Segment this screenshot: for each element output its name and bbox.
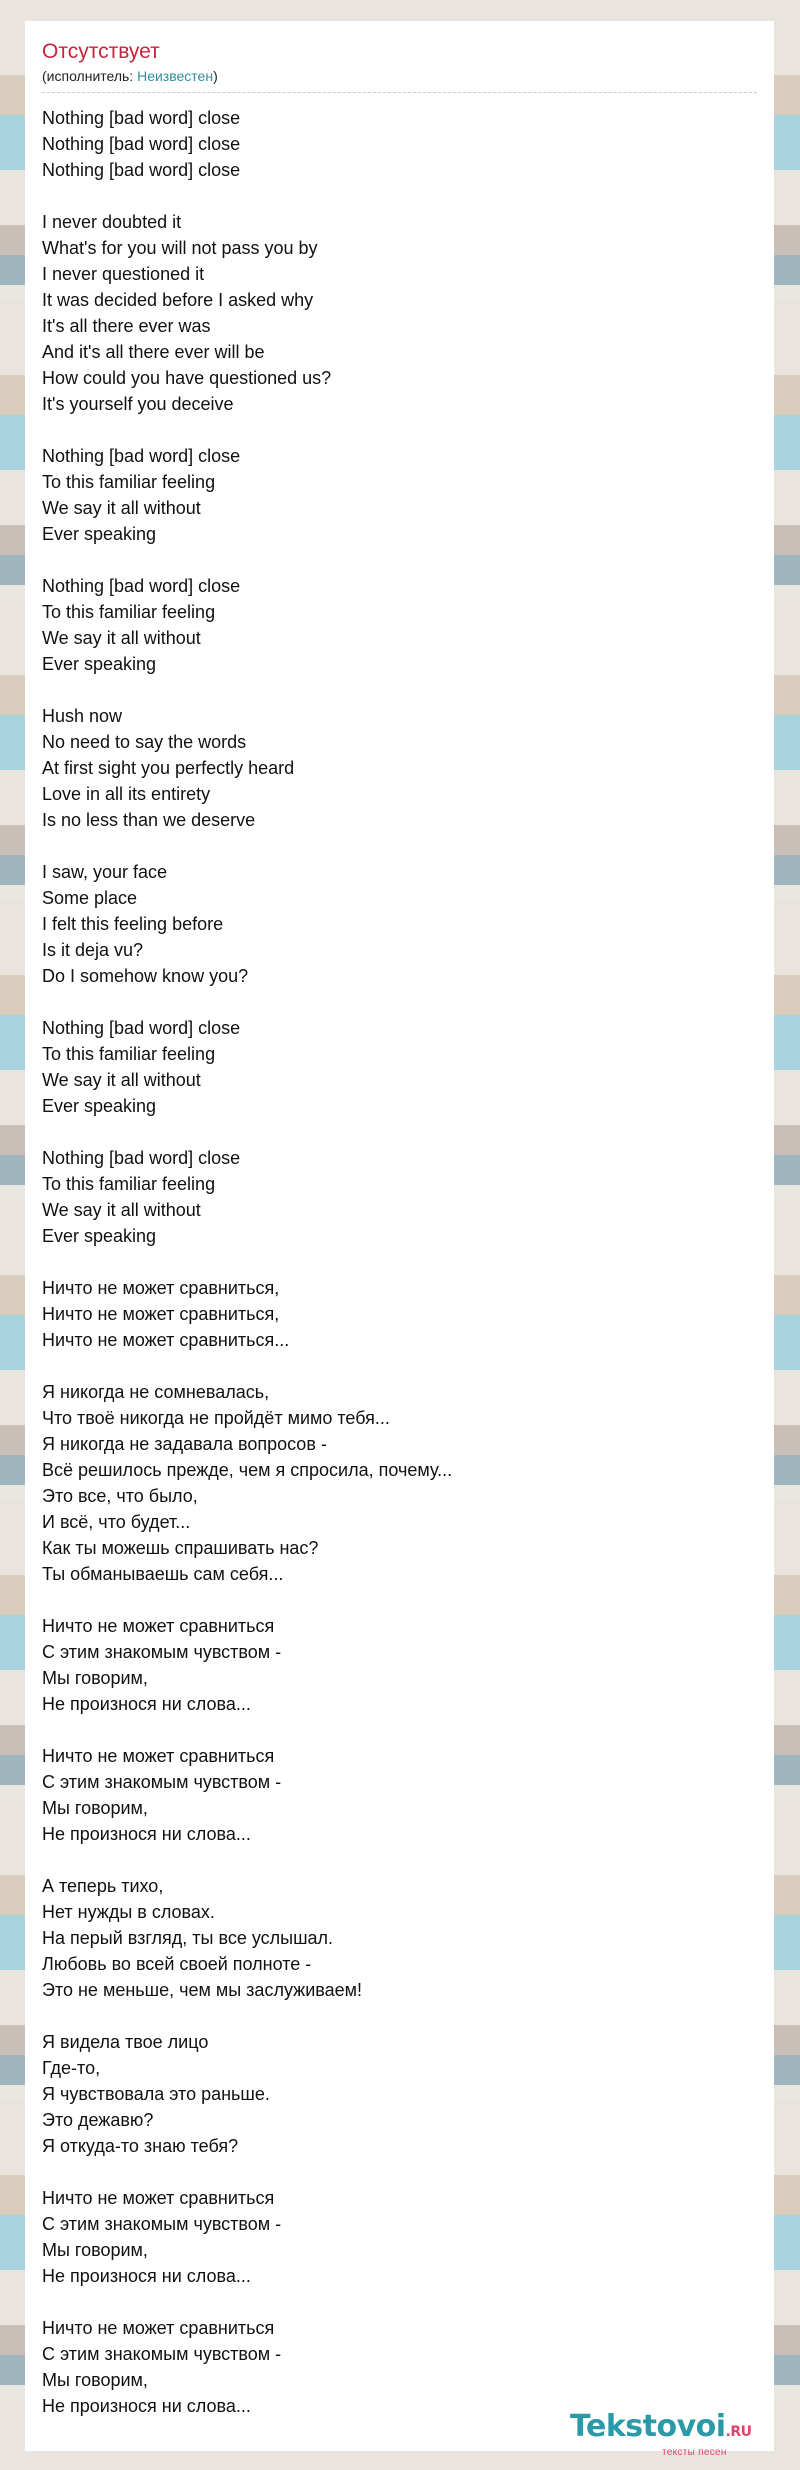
lyric-line: Нет нужды в словах. [42,1902,215,1922]
stanza-gap [42,2289,742,2315]
lyric-line: Ты обманываешь сам себя... [42,1564,284,1584]
lyric-line: Ничто не может сравниться [42,1616,275,1636]
stanza-gap [42,677,742,703]
lyric-stanza [42,1613,742,1717]
lyric-line: To this familiar feeling [42,1174,216,1194]
lyric-line: Nothing [bad word] close [42,160,241,180]
performer-suffix: ) [213,68,218,84]
header-divider [42,92,757,93]
lyric-line: To this familiar feeling [42,1044,216,1064]
stanza-gap [42,547,742,573]
lyric-line: It's all there ever was [42,316,211,336]
stanza-gap [42,833,742,859]
lyric-stanza [42,105,742,183]
stanza-gap [42,1847,742,1873]
lyric-line: Мы говорим, [42,1668,148,1688]
performer-prefix: (исполнитель: [42,68,138,84]
lyric-line: С этим знакомым чувством - [42,1772,282,1792]
lyric-line: We say it all without [42,498,201,518]
lyric-line: Is it deja vu? [42,940,144,960]
lyric-stanza [42,1873,742,2003]
lyric-stanza [42,859,742,989]
lyric-line: Ever speaking [42,1226,157,1246]
lyric-line: Love in all its entirety [42,784,211,804]
lyric-line: Не произнося ни слова... [42,2266,251,2286]
lyric-line: Ever speaking [42,524,157,544]
lyric-line: Любовь во всей своей полноте - [42,1954,312,1974]
lyric-line: Ничто не может сравниться... [42,1330,290,1350]
lyric-line: Ничто не может сравниться [42,1746,275,1766]
lyric-line: Мы говорим, [42,2240,148,2260]
lyric-line: Мы говорим, [42,1798,148,1818]
lyrics-card [25,21,774,2451]
lyric-line: Ever speaking [42,1096,157,1116]
lyric-line: Nothing [bad word] close [42,134,241,154]
lyric-line: Не произнося ни слова... [42,2396,251,2416]
lyric-line: С этим знакомым чувством - [42,1642,282,1662]
lyric-line: С этим знакомым чувством - [42,2214,282,2234]
lyrics-text [42,105,742,2419]
lyric-line: Я никогда не задавала вопросов - [42,1434,327,1454]
lyric-line: Я видела твое лицо [42,2032,209,2052]
lyric-line: Ничто не может сравниться, [42,1304,280,1324]
lyric-stanza [42,1145,742,1249]
logo-suffix: .RU [725,2424,752,2440]
lyric-line: Это все, что было, [42,1486,198,1506]
lyric-stanza [42,2029,742,2159]
lyric-line: Ничто не может сравниться [42,2188,275,2208]
lyric-line: We say it all without [42,1070,201,1090]
lyric-line: Я никогда не сомневалась, [42,1382,270,1402]
lyric-line: And it's all there ever will be [42,342,265,362]
lyric-line: Nothing [bad word] close [42,1148,241,1168]
stanza-gap [42,1353,742,1379]
lyric-line: We say it all without [42,1200,201,1220]
lyric-line: We say it all without [42,628,201,648]
lyric-line: На перый взгляд, ты все услышал. [42,1928,334,1948]
lyric-line: At first sight you perfectly heard [42,758,295,778]
lyric-line: Что твоё никогда не пройдёт мимо тебя... [42,1408,390,1428]
lyric-line: Не произнося ни слова... [42,1694,251,1714]
lyric-stanza [42,573,742,677]
lyric-line: I never questioned it [42,264,205,284]
lyric-line: Nothing [bad word] close [42,108,241,128]
logo-tagline: тексты песен [662,2447,727,2458]
lyric-line: Some place [42,888,138,908]
lyric-line: To this familiar feeling [42,472,216,492]
stanza-gap [42,1717,742,1743]
lyric-line: Ничто не может сравниться [42,2318,275,2338]
lyric-line: Nothing [bad word] close [42,576,241,596]
stanza-gap [42,417,742,443]
lyric-stanza [42,1275,742,1353]
lyric-stanza [42,2315,742,2419]
lyric-stanza [42,1015,742,1119]
site-logo[interactable] [570,2410,780,2460]
song-title: Отсутствует [42,40,160,63]
stanza-gap [42,1119,742,1145]
lyric-line: Ever speaking [42,654,157,674]
lyric-line: Это дежавю? [42,2110,154,2130]
stanza-gap [42,183,742,209]
lyric-line: Не произнося ни слова... [42,1824,251,1844]
stanza-gap [42,2159,742,2185]
stanza-gap [42,989,742,1015]
stanza-gap [42,1249,742,1275]
lyric-stanza [42,1743,742,1847]
lyric-line: What's for you will not pass you by [42,238,318,258]
lyric-line: Это не меньше, чем мы заслуживаем! [42,1980,363,2000]
lyric-line: А теперь тихо, [42,1876,164,1896]
lyric-line: Мы говорим, [42,2370,148,2390]
lyric-line: И всё, что будет... [42,1512,191,1532]
lyric-stanza [42,209,742,417]
lyric-stanza [42,2185,742,2289]
lyric-line: It was decided before I asked why [42,290,314,310]
lyric-line: Я чувствовала это раньше. [42,2084,270,2104]
lyric-line: Ничто не может сравниться, [42,1278,280,1298]
lyric-line: Is no less than we deserve [42,810,256,830]
lyric-stanza [42,703,742,833]
performer-line [42,67,757,85]
stanza-gap [42,2003,742,2029]
lyric-line: Nothing [bad word] close [42,446,241,466]
stanza-gap [42,1587,742,1613]
lyric-line: Do I somehow know you? [42,966,249,986]
lyric-line: Где-то, [42,2058,101,2078]
lyric-line: It's yourself you deceive [42,394,234,414]
logo-wordmark [570,2410,780,2449]
lyric-line: No need to say the words [42,732,247,752]
lyric-line: To this familiar feeling [42,602,216,622]
lyric-line: Nothing [bad word] close [42,1018,241,1038]
lyric-stanza [42,443,742,547]
lyric-line: Hush now [42,706,123,726]
lyric-line: Всё решилось прежде, чем я спросила, почему... [42,1460,453,1480]
performer-link[interactable]: Неизвестен [137,68,214,84]
logo-name: Tekstovoi [570,2409,726,2444]
lyric-line: I saw, your face [42,862,168,882]
lyric-line: How could you have questioned us? [42,368,332,388]
lyric-stanza [42,1379,742,1587]
song-header [42,39,757,85]
lyric-line: С этим знакомым чувством - [42,2344,282,2364]
lyric-line: I never doubted it [42,212,182,232]
lyric-line: Я откуда-то знаю тебя? [42,2136,239,2156]
lyric-line: Как ты можешь спрашивать нас? [42,1538,319,1558]
lyric-line: I felt this feeling before [42,914,224,934]
